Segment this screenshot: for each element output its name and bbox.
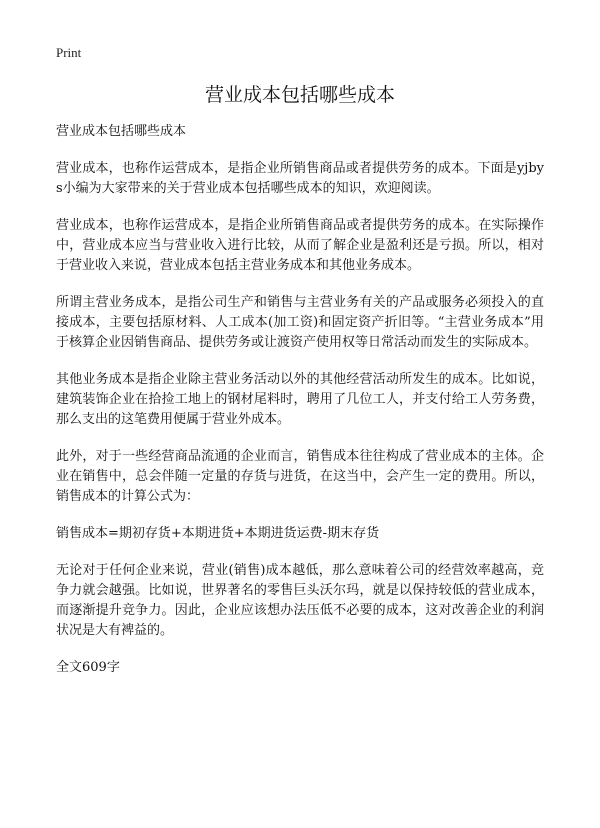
word-count: 全文609字 — [56, 660, 120, 675]
paragraph-other-business-cost: 其他业务成本是指企业除主营业务活动以外的其他经营活动所发生的成本。比如说，建筑装饰企业在拾捡工地上的钢材尾料时，聘用了几位工人，并支付给工人劳务费，那么支出的这笔费用便属于营业外成本。 — [56, 372, 544, 427]
paragraph-sales-cost: 此外，对于一些经营商品流通的企业而言，销售成本往往构成了营业成本的主体。企业在销售中，总会伴随一定量的存货与进货，在这当中，会产生一定的费用。所以，销售成本的计算公式为： — [56, 449, 544, 504]
article-subtitle: 营业成本包括哪些成本 — [56, 124, 187, 139]
paragraph-intro: 营业成本，也称作运营成本，是指企业所销售商品或者提供劳务的成本。下面是yjbys小编为大家带来的关于营业成本包括哪些成本的知识，欢迎阅读。 — [56, 161, 544, 196]
paragraph-main-business-cost: 所谓主营业务成本，是指公司生产和销售与主营业务有关的产品或服务必须投入的直接成本，主要包括原材料、人工成本(加工资)和固定资产折旧等。“主营业务成本”用于核算企业因销售商品、提供劳务或让渡资产使用权等日常活动而发生的实际成本。 — [56, 295, 544, 350]
article-title: 营业成本包括哪些成本 — [204, 84, 395, 106]
sales-cost-formula: 销售成本=期初存货+本期进货+本期进货运费-期末存货 — [56, 526, 380, 541]
print-link[interactable]: Print — [56, 45, 82, 60]
paragraph-conclusion: 无论对于任何企业来说，营业(销售)成本越低，那么意味着公司的经营效率越高，竞争力就会越强。比如说，世界著名的零售巨头沃尔玛，就是以保持较低的营业成本，而逐渐提升竞争力。因此，企业应该想办法压低不必要的成本，这对改善企业的利润状况是大有裨益的。 — [56, 563, 544, 638]
paragraph-definition: 营业成本，也称作运营成本，是指企业所销售商品或者提供劳务的成本。在实际操作中，营业成本应当与营业收入进行比较，从而了解企业是盈利还是亏损。所以，相对于营业收入来说，营业成本包括主营业务成本和其他业务成本。 — [56, 218, 544, 273]
